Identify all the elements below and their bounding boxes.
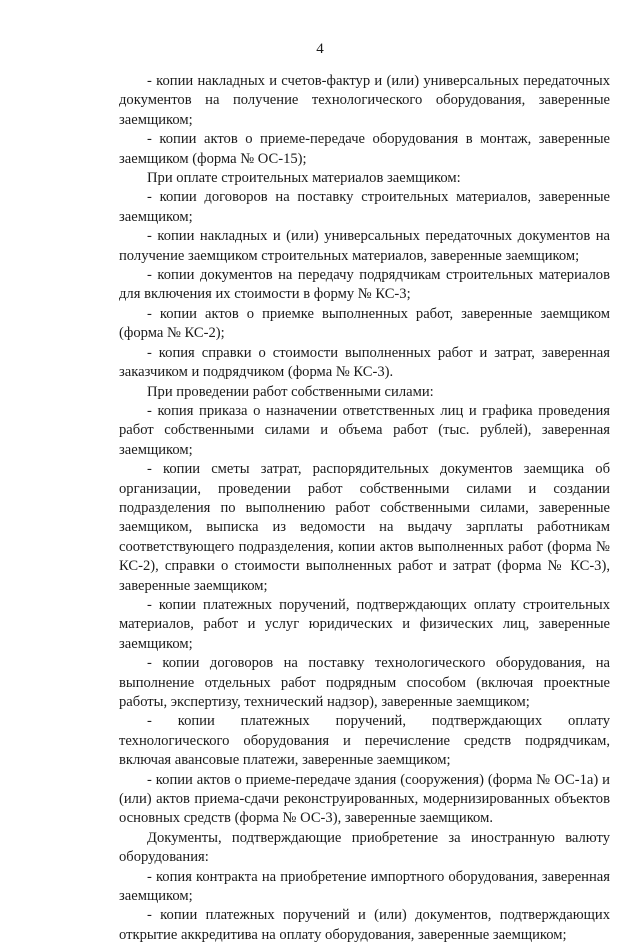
list-item: - копии накладных и (или) универсальных передаточных документов на получение заемщиком строительных материалов, заверенные заемщиком; [119, 228, 610, 264]
list-item: - копии документов на передачу подрядчикам строительных материалов для включения их стоимости в форму № КС-3; [119, 267, 610, 303]
list-item: - копии актов о приеме-передаче здания (сооружения) (форма № ОС-1а) и (или) актов приема-сдачи реконструированных, модернизированных объектов основных средств (форма № ОС-3), заверенные заемщиком. [119, 771, 610, 827]
list-item: - копии актов о приемке выполненных работ, заверенные заемщиком (форма № КС-2); [119, 305, 610, 342]
list-item: - копия приказа о назначении ответственных лиц и графика проведения работ собственными силами и объема работ (тыс. рублей), заверенная заемщиком; [119, 402, 610, 458]
section-heading: Документы, подтверждающие приобретение за иностранную валюту оборудования: [119, 829, 610, 866]
list-item: - копии договоров на поставку строительных материалов, заверенные заемщиком; [119, 189, 610, 225]
list-item: - копия контракта на приобретение импортного оборудования, заверенная заемщиком; [119, 868, 610, 905]
page-number: 4 [316, 41, 324, 57]
list-item: - копии платежных поручений, подтверждающих оплату технологического оборудования и перечисление средств подрядчикам, включая авансовые платежи, заверенные заемщиком; [119, 713, 610, 769]
list-item: - копии сметы затрат, распорядительных документов заемщика об организации, проведении работ собственными силами и создании подразделения по выполнению работ собственными силами, заверенные заемщиком, выписка из ведомости на выдачу зарплаты работникам соответствующего подразделения, копии актов выполненных работ (форма № КС-2), справки о стоимости выполненных работ и затрат (форма № КС-3), заверенные заемщиком; [119, 461, 610, 594]
list-item: - копии договоров на поставку технологического оборудования, на выполнение отдельных работ подрядным способом (включая проектные работы, экспертизу, технический надзор), заверенные заемщиком; [119, 655, 610, 710]
list-item: - копии актов о приеме-передаче оборудования в монтаж, заверенные заемщиком (форма № ОС-15); [119, 131, 610, 167]
list-item: - копии платежных поручений, подтверждающих оплату строительных материалов, работ и услуг юридических и физических лиц, заверенные заемщиком; [119, 596, 610, 652]
document-body [119, 72, 610, 945]
section-heading: При проведении работ собственными силами: [147, 383, 434, 400]
list-item: - копии платежных поручений и (или) документов, подтверждающих открытие аккредитива на оплату оборудования, заверенные заемщиком; [119, 907, 610, 943]
list-item: - копии накладных и счетов-фактур и (или) универсальных передаточных документов на получение технологического оборудования, заверенные заемщиком; [119, 73, 610, 128]
section-heading: При оплате строительных материалов заемщиком: [147, 170, 461, 187]
list-item: - копия справки о стоимости выполненных работ и затрат, заверенная заказчиком и подрядчиком (форма № КС-3). [119, 344, 610, 381]
